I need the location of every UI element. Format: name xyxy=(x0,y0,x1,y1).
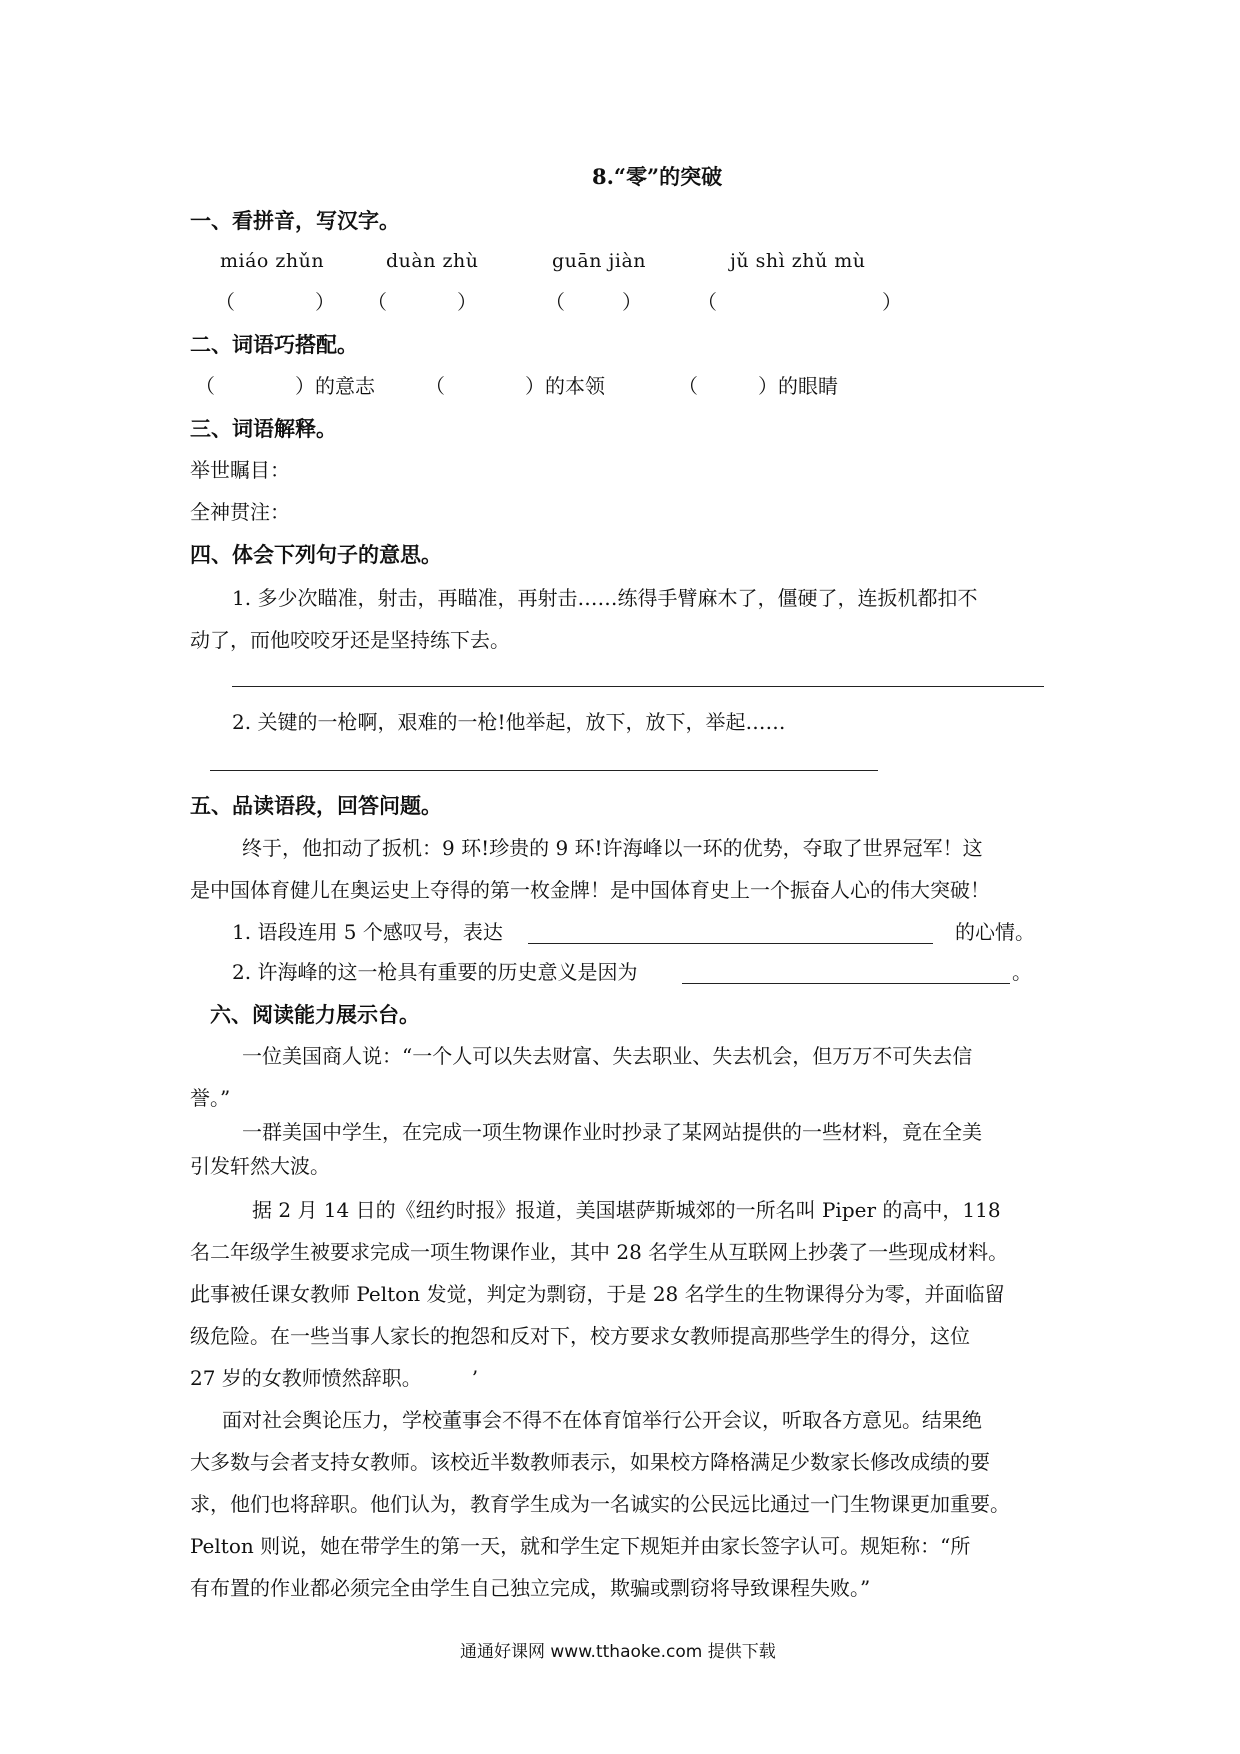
answer-line-4 xyxy=(682,983,1010,984)
section-5-heading: 五、品读语段，回答问题。 xyxy=(190,793,442,818)
reading-p4-line-1: 面对社会舆论压力，学校董事会不得不在体育馆举行公开会议，听取各方意见。结果绝 xyxy=(222,1408,982,1432)
section-2-heading: 二、词语巧搭配。 xyxy=(190,332,358,357)
pinyin-4: jǔ shì zhǔ mù xyxy=(730,250,866,272)
reading-p1-line-1: 一位美国商人说：“一个人可以失去财富、失去职业、失去机会，但万万不可失去信 xyxy=(242,1044,973,1068)
answer-paren-close-1: ） xyxy=(315,290,335,314)
word-match-3: （ ）的眼睛 xyxy=(678,374,838,398)
word-match-1: （ ）的意志 xyxy=(195,374,375,398)
sentence-2: 2. 关键的一枪啊，艰难的一枪!他举起，放下，放下，举起…… xyxy=(232,710,786,734)
answer-paren-close-3: ） xyxy=(622,290,642,314)
question-1-prefix: 1. 语段连用 5 个感叹号，表达 xyxy=(232,920,503,944)
page-title: 8.“零”的突破 xyxy=(592,164,723,189)
word-explain-1: 举世瞩目： xyxy=(190,458,290,482)
answer-paren-close-2: ） xyxy=(457,290,477,314)
reading-p1-line-2: 誉。” xyxy=(190,1086,231,1110)
answer-paren-open-2: （ xyxy=(367,290,387,314)
sentence-1-line-1: 1. 多少次瞄准，射击，再瞄准，再射击……练得手臂麻木了，僵硬了，连扳机都扣不 xyxy=(232,586,978,610)
answer-paren-open-1: （ xyxy=(215,290,235,314)
section-1-heading: 一、看拼音，写汉字。 xyxy=(190,208,400,233)
question-2-prefix: 2. 许海峰的这一枪具有重要的历史意义是因为 xyxy=(232,960,638,984)
word-match-2: （ ）的本领 xyxy=(425,374,605,398)
reading-p3-line-3: 此事被任课女教师 Pelton 发觉，判定为剽窃，于是 28 名学生的生物课得分为零，并面临留 xyxy=(190,1282,1005,1306)
reading-p3-line-1: 据 2 月 14 日的《纽约时报》报道，美国堪萨斯城郊的一所名叫 Piper 的高中，118 xyxy=(252,1198,1001,1222)
reading-p4-line-2: 大多数与会者支持女教师。该校近半数教师表示，如果校方降格满足少数家长修改成绩的要 xyxy=(190,1450,990,1474)
sentence-1-line-2: 动了，而他咬咬牙还是坚持练下去。 xyxy=(190,628,510,652)
passage-line-1: 终于，他扣动了扳机：9 环!珍贵的 9 环!许海峰以一环的优势，夺取了世界冠军！这 xyxy=(242,836,983,860)
reading-p4-line-3: 求，他们也将辞职。他们认为，教育学生成为一名诚实的公民远比通过一门生物课更加重要。 xyxy=(190,1492,1010,1516)
reading-p2-line-2: 引发轩然大波。 xyxy=(190,1154,330,1178)
pinyin-1: miáo zhǔn xyxy=(220,250,325,272)
reading-p4-line-5: 有布置的作业都必须完全由学生自己独立完成，欺骗或剽窃将导致课程失败。” xyxy=(190,1576,871,1600)
answer-line-3 xyxy=(528,943,933,944)
word-explain-2: 全神贯注： xyxy=(190,500,290,524)
reading-p3-line-2: 名二年级学生被要求完成一项生物课作业，其中 28 名学生从互联网上抄袭了一些现成材料。 xyxy=(190,1240,1009,1264)
passage-line-2: 是中国体育健儿在奥运史上夺得的第一枚金牌！是中国体育史上一个振奋人心的伟大突破！ xyxy=(190,878,990,902)
question-2-suffix: 。 xyxy=(1012,960,1032,984)
answer-paren-close-4: ） xyxy=(882,290,902,314)
footer-source: 通通好课网 www.tthaoke.com 提供下载 xyxy=(460,1642,776,1662)
answer-paren-open-3: （ xyxy=(545,290,565,314)
reading-p3-line-4: 级危险。在一些当事人家长的抱怨和反对下，校方要求女教师提高那些学生的得分，这位 xyxy=(190,1324,970,1348)
reading-p4-line-4: Pelton 则说，她在带学生的第一天，就和学生定下规矩并由家长签字认可。规矩称：“所 xyxy=(190,1534,971,1558)
answer-line-2 xyxy=(210,770,878,771)
answer-line-1 xyxy=(232,686,1044,687)
pinyin-2: duàn zhù xyxy=(386,250,479,272)
reading-p2-line-1: 一群美国中学生，在完成一项生物课作业时抄录了某网站提供的一些材料，竟在全美 xyxy=(242,1120,982,1144)
section-6-heading: 六、阅读能力展示台。 xyxy=(210,1002,420,1027)
section-4-heading: 四、体会下列句子的意思。 xyxy=(190,542,442,567)
reading-p3-line-5: 27 岁的女教师愤然辞职。 ’ xyxy=(190,1366,479,1390)
section-3-heading: 三、词语解释。 xyxy=(190,416,337,441)
question-1-suffix: 的心情。 xyxy=(955,920,1035,944)
pinyin-3: guān jiàn xyxy=(552,250,647,272)
answer-paren-open-4: （ xyxy=(697,290,717,314)
